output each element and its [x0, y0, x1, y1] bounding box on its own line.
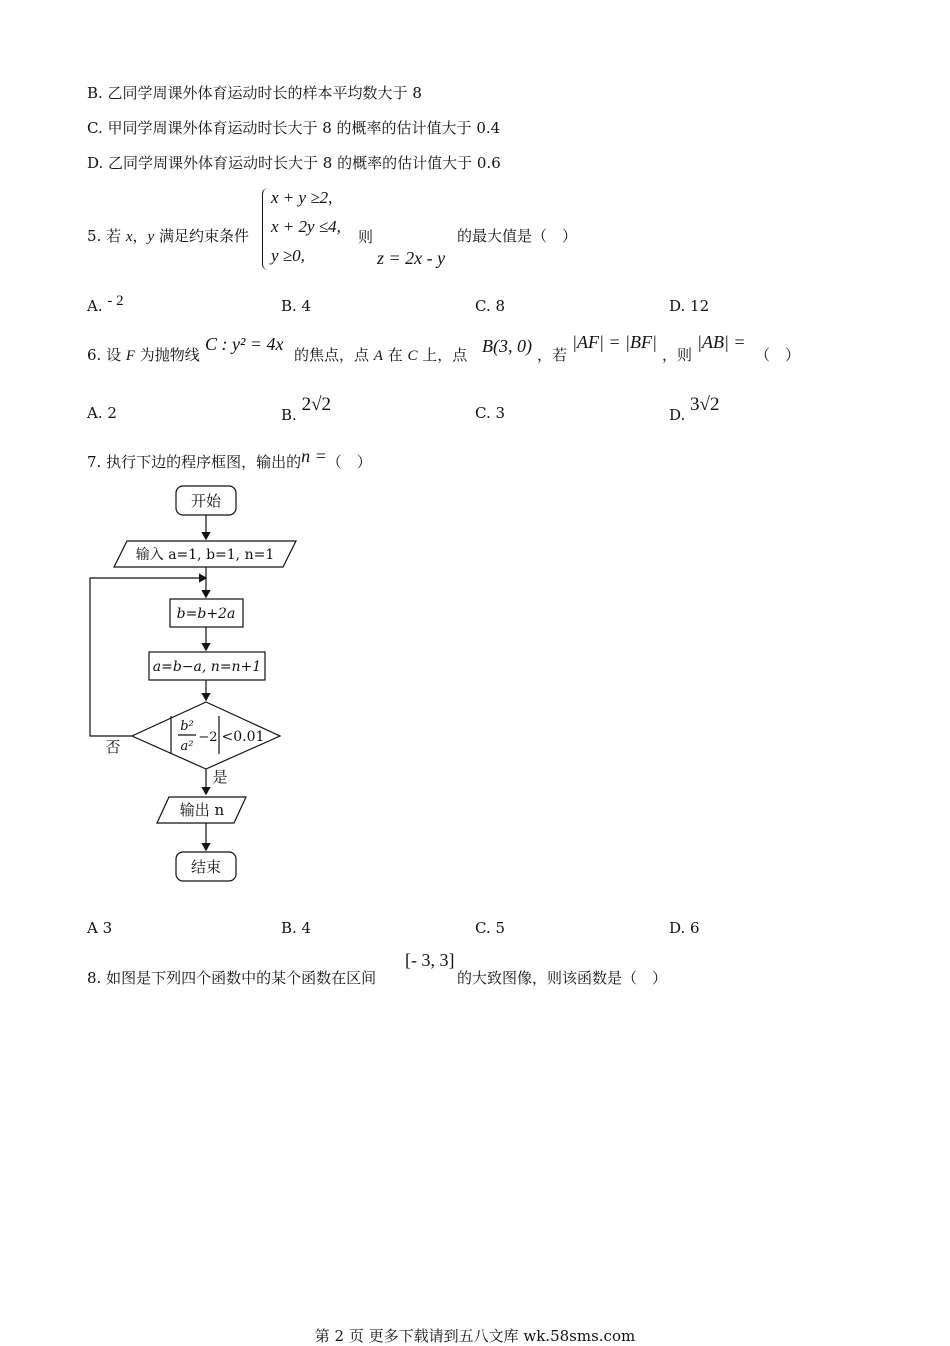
- q5-option-d[interactable]: D. 12: [669, 297, 710, 315]
- q7-option-a[interactable]: A 3: [87, 919, 113, 937]
- q6-equality: |AF| = |BF|: [572, 332, 657, 352]
- q6-option-d[interactable]: D. 3√2: [669, 394, 720, 424]
- q7-option-c[interactable]: C. 5: [475, 919, 506, 937]
- page-footer: 第 2 页 更多下载请到五八文库 wk.58sms.com: [314, 1327, 636, 1345]
- q6-option-c[interactable]: C. 3: [475, 404, 506, 422]
- q5-objective: z = 2x - y: [377, 248, 446, 268]
- q7-option-b[interactable]: B. 4: [281, 919, 312, 937]
- option-d-prev: D. 乙同学周课外体育运动时长大于 8 的概率的估计值大于 0.6: [87, 154, 501, 172]
- q6-option-b[interactable]: B. 2√2: [281, 394, 331, 424]
- flow-step1-label: b=b+2a: [176, 606, 236, 622]
- flow-start-label: 开始: [190, 492, 222, 510]
- constraint-1: x + y ≥2,: [271, 188, 333, 207]
- q6-parabola: C : y² = 4x: [205, 334, 284, 354]
- q8-suffix: 的大致图像，则该函数是（ ）: [457, 969, 668, 987]
- q6-paren: （ ）: [755, 346, 801, 364]
- q6-stem-2: 的焦点，点 A 在 C 上，点: [294, 346, 468, 364]
- q5-option-b[interactable]: B. 4: [281, 297, 312, 315]
- option-c-prev: C. 甲同学周课外体育运动时长大于 8 的概率的估计值大于 0.4: [87, 119, 501, 137]
- constraint-3: y ≥0,: [271, 246, 305, 265]
- flow-cond-den: a²: [180, 739, 194, 754]
- constraint-2: x + 2y ≤4,: [271, 217, 341, 236]
- q5-option-c[interactable]: C. 8: [475, 297, 506, 315]
- q8-interval: [- 3, 3]: [405, 950, 455, 970]
- q6-point-b: B(3, 0): [482, 336, 532, 356]
- flow-end-label: 结束: [190, 858, 222, 876]
- flow-output-label: 输出 n: [179, 801, 225, 819]
- q5-stem: 5. 若 x，y 满足约束条件: [87, 227, 249, 245]
- flow-cond-rest: −2: [198, 730, 218, 745]
- q8-stem: 8. 如图是下列四个函数中的某个函数在区间: [87, 969, 377, 987]
- flow-cond-cmp: <0.01: [221, 729, 265, 745]
- flow-input-label: 输入 a=1, b=1, n=1: [135, 547, 275, 563]
- q5-then: 则: [358, 228, 374, 246]
- flow-step2-label: a=b−a, n=n+1: [152, 659, 262, 675]
- q5-option-a[interactable]: A. - 2: [87, 293, 124, 315]
- flow-cond-num: b²: [180, 719, 194, 734]
- q6-text5: ，若: [537, 346, 568, 364]
- flow-yes-label: 是: [212, 768, 228, 786]
- q6-stem: 6. 设 F 为抛物线: [87, 346, 200, 364]
- q7-option-d[interactable]: D. 6: [669, 919, 700, 937]
- flow-no-label: 否: [105, 738, 121, 756]
- q7-stem: 7. 执行下边的程序框图，输出的n =（ ）: [87, 446, 372, 471]
- q5-suffix: 的最大值是（ ）: [457, 227, 578, 245]
- q6-ab: |AB| =: [697, 332, 746, 352]
- q6-option-a[interactable]: A. 2: [87, 404, 117, 422]
- q6-text6: ，则: [662, 346, 693, 364]
- option-b-prev: B. 乙同学周课外体育运动时长的样本平均数大于 8: [87, 84, 422, 102]
